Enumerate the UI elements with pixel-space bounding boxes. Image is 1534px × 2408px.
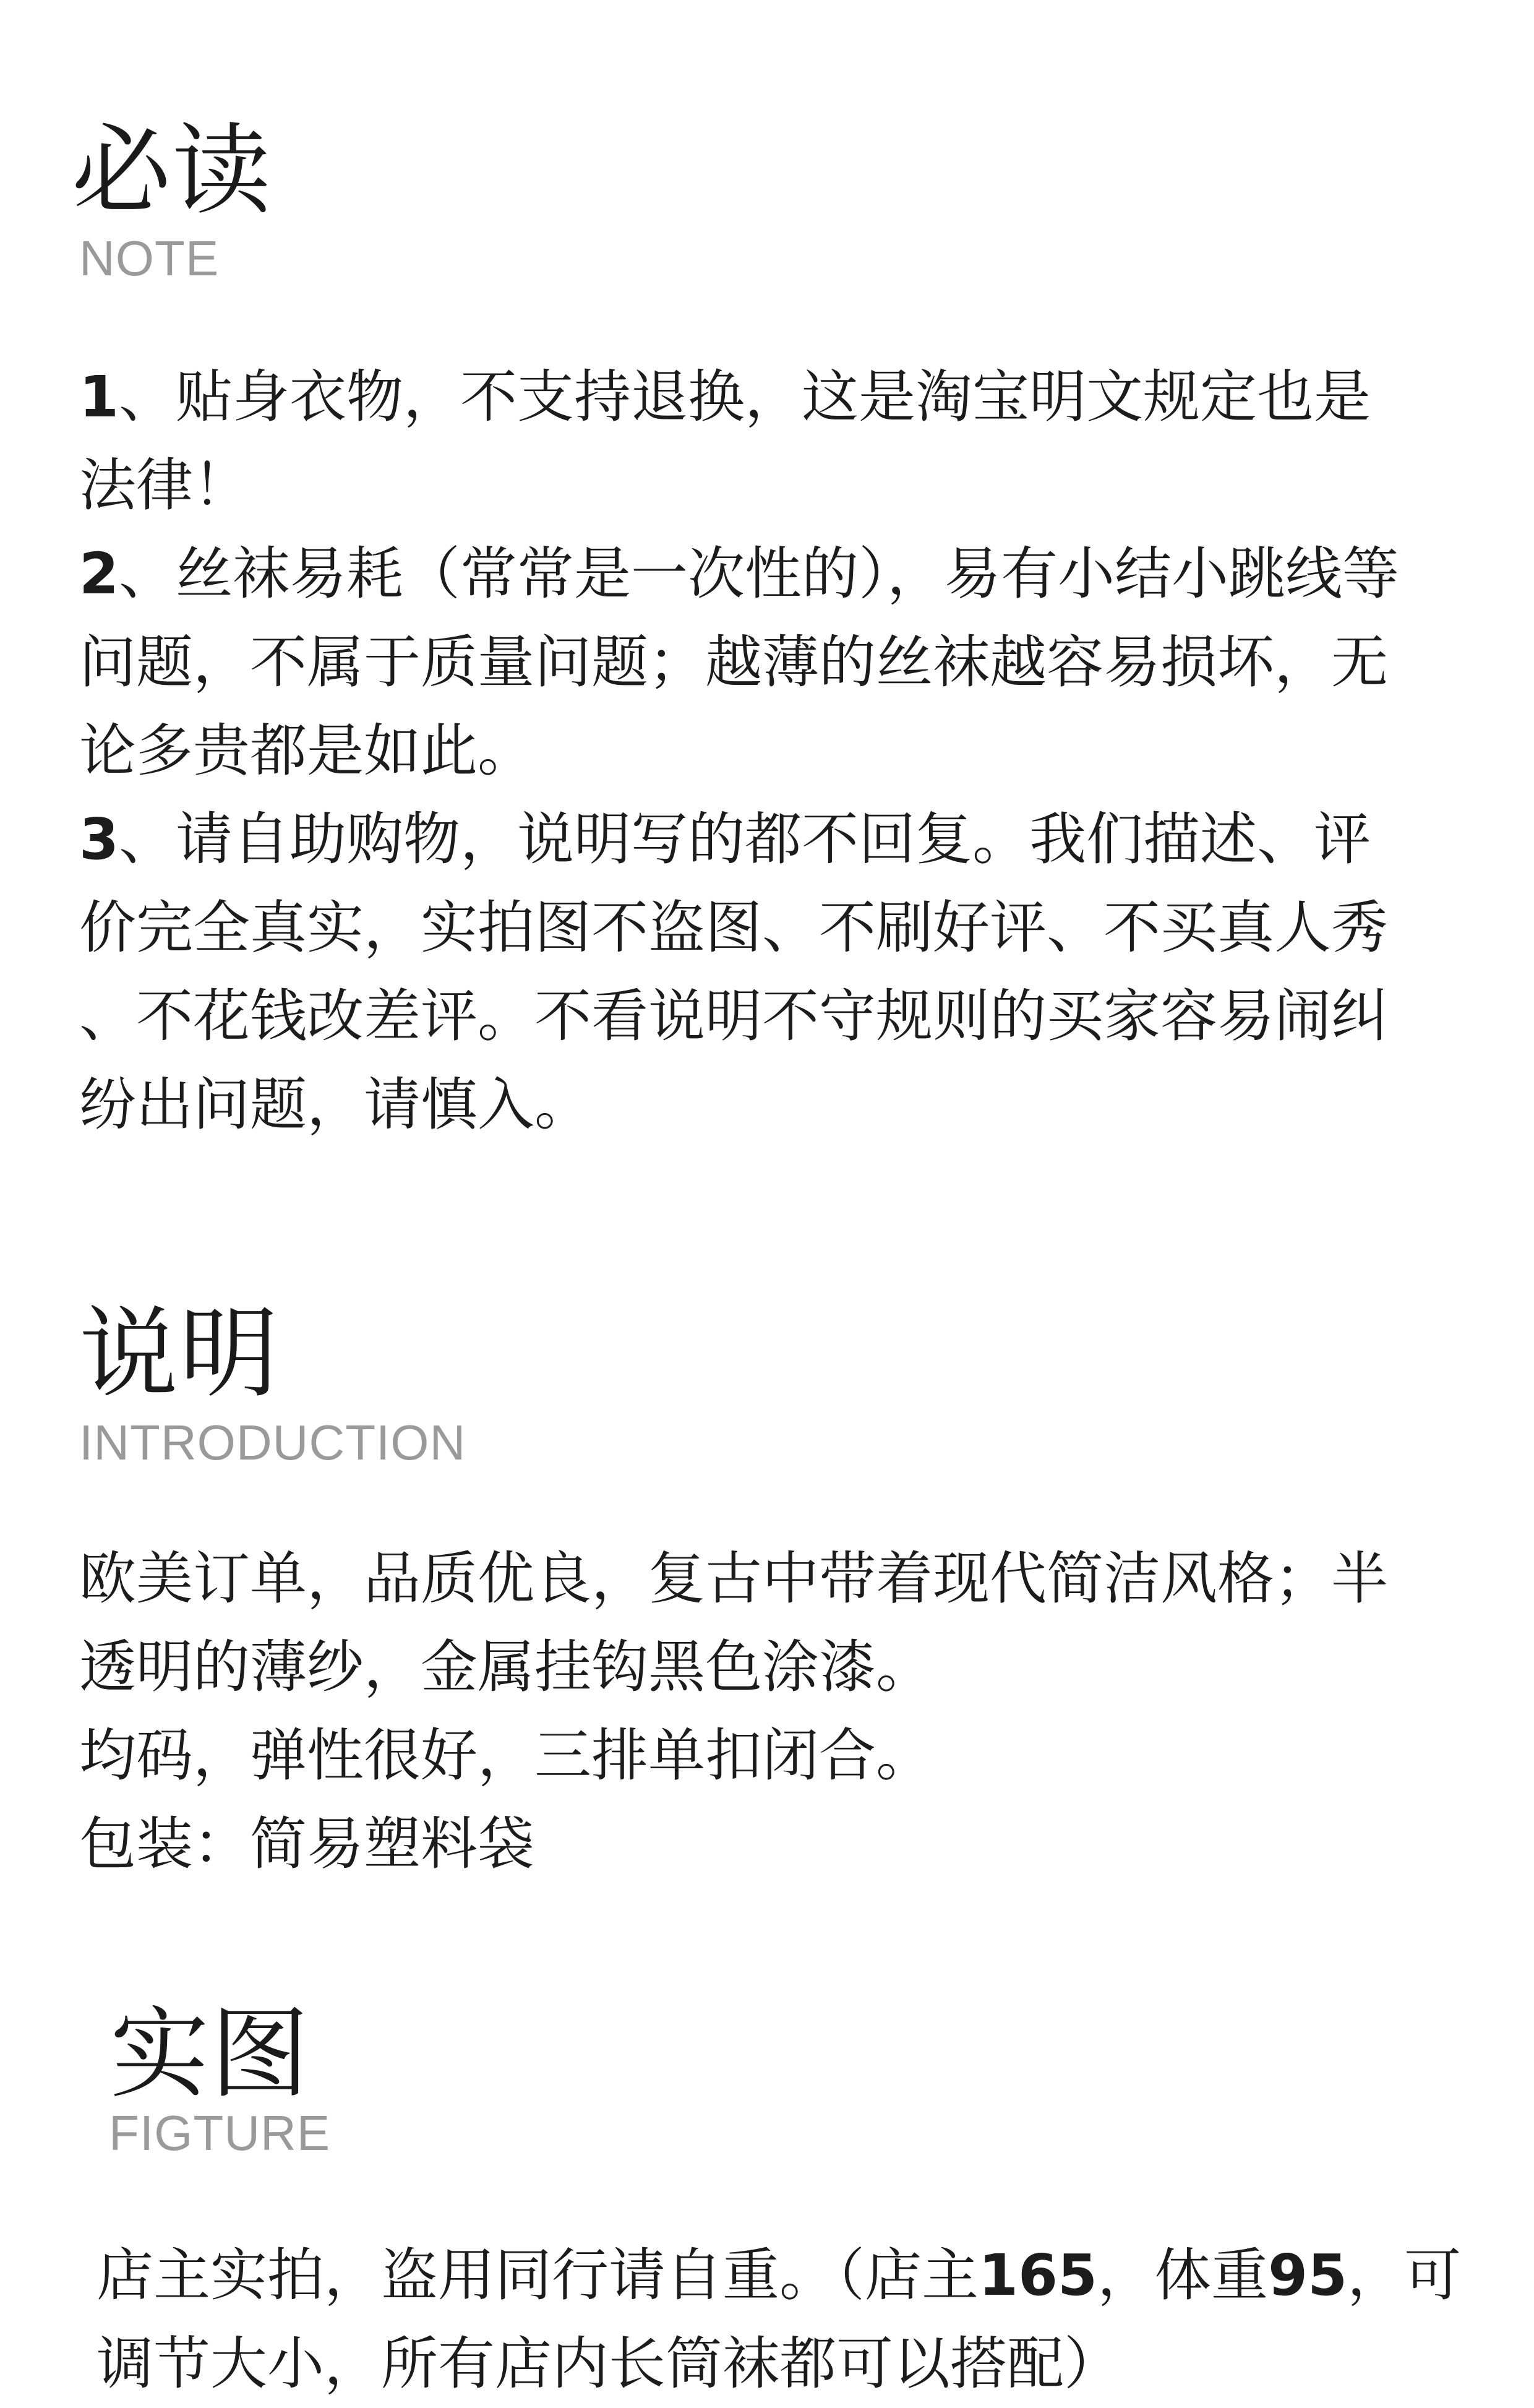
note-item-3-line-1: 3、请自助购物，说明写的都不回复。我们描述、评 bbox=[79, 806, 1371, 872]
note-item-3-line-4: 纷出问题，请慎入。 bbox=[79, 1072, 592, 1138]
intro-line-3: 均码，弹性很好，三排单扣闭合。 bbox=[79, 1722, 933, 1789]
intro-text bbox=[79, 1534, 1388, 1888]
note-item-2-line-1: 2、丝袜易耗（常常是一次性的），易有小结小跳线等 bbox=[79, 541, 1400, 607]
figure-line-2: 调节大小，所有店内长筒袜都可以搭配） bbox=[96, 2331, 1121, 2397]
note-item-1-line-2: 法律！ bbox=[79, 452, 251, 518]
note-item-1-number: 1 bbox=[79, 364, 119, 430]
note-title: 必读 bbox=[72, 113, 273, 228]
note-item-3-line-3: 、不花钱改差评。不看说明不守规则的买家容易闹纠 bbox=[79, 983, 1389, 1049]
intro-title: 说明 bbox=[79, 1296, 280, 1411]
figure-line-1: 店主实拍，盗用同行请自重。（店主165，体重95，可 bbox=[96, 2242, 1462, 2308]
note-item-1-line-1: 1、贴身衣物，不支持退换，这是淘宝明文规定也是 bbox=[79, 364, 1371, 430]
note-item-2-number: 2 bbox=[79, 541, 119, 607]
figure-text bbox=[96, 2231, 1461, 2408]
intro-line-2: 透明的薄纱，金属挂钩黑色涂漆。 bbox=[79, 1634, 933, 1700]
figure-subtitle: FIGTURE bbox=[109, 2105, 331, 2161]
note-item-2-line-2: 问题，不属于质量问题；越薄的丝袜越容易损坏，无 bbox=[79, 629, 1389, 695]
owner-height-value: 165 bbox=[979, 2242, 1098, 2308]
note-list bbox=[79, 353, 1399, 1149]
figure-title: 实图 bbox=[110, 1996, 311, 2112]
note-item-2-line-3: 论多贵都是如此。 bbox=[79, 718, 535, 784]
note-subtitle: NOTE bbox=[79, 231, 220, 286]
note-item-3-number: 3 bbox=[79, 806, 119, 872]
intro-subtitle: INTRODUCTION bbox=[79, 1415, 466, 1470]
intro-line-4: 包装：简易塑料袋 bbox=[79, 1811, 535, 1877]
intro-line-1: 欧美订单，品质优良，复古中带着现代简洁风格；半 bbox=[79, 1546, 1389, 1612]
note-item-3-line-2: 价完全真实，实拍图不盗图、不刷好评、不买真人秀 bbox=[79, 895, 1389, 961]
owner-weight-value: 95 bbox=[1268, 2242, 1348, 2308]
